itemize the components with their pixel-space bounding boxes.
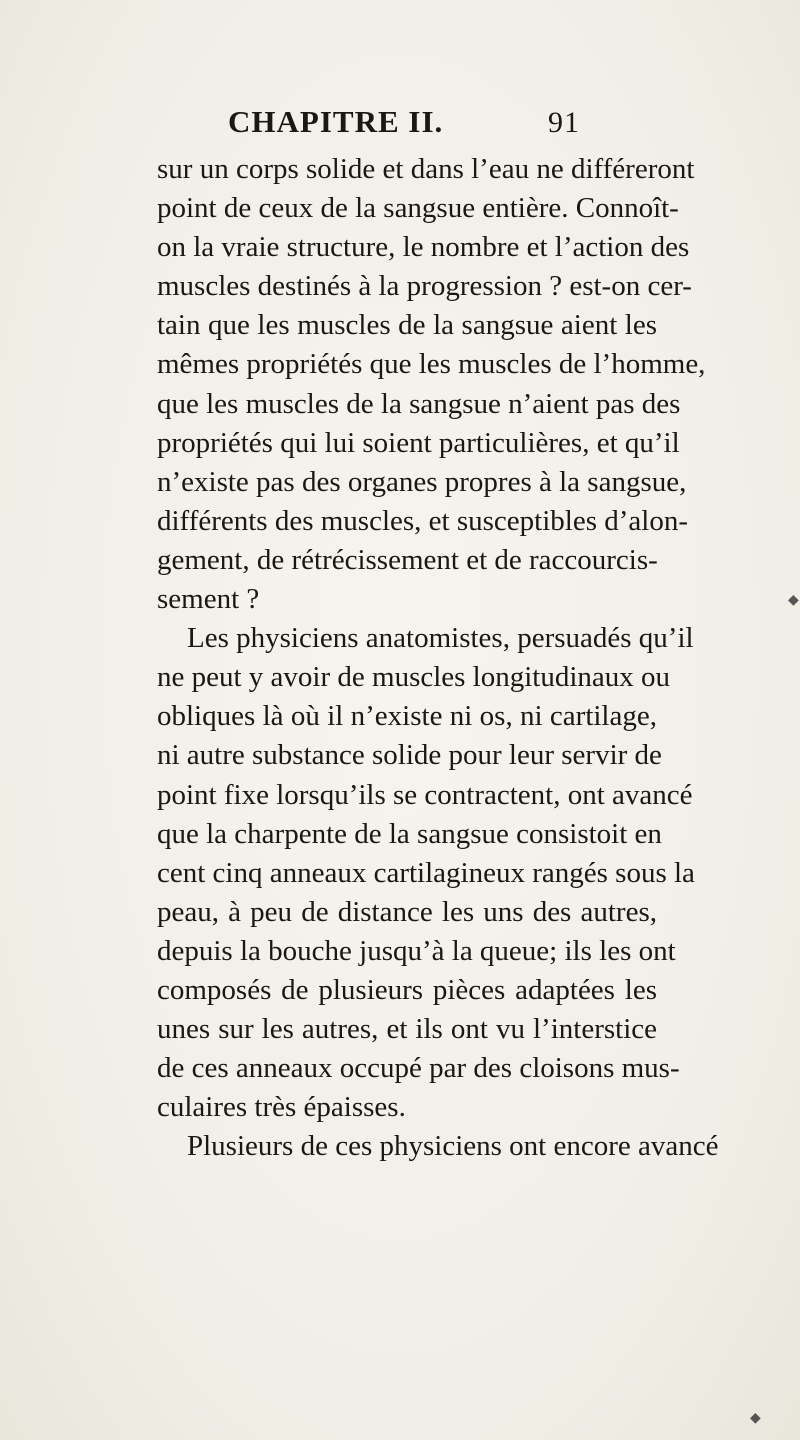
text-line: sement ? — [157, 583, 260, 616]
text-line: que les muscles de la sangsue n’aient pas des — [157, 387, 681, 420]
text-line: obliques là où il n’existe ni os, ni cartilage, — [157, 700, 657, 733]
text-line: n’existe pas des organes propres à la sangsue, — [157, 465, 687, 498]
text-line: différents des muscles, et susceptibles d’alon- — [157, 504, 688, 537]
text-line: point de ceux de la sangsue entière. Connoît- — [157, 192, 679, 225]
text-line: point fixe lorsqu’ils se contractent, ont avancé — [157, 778, 693, 811]
text-line: depuis la bouche jusqu’à la queue; ils les ont — [157, 934, 676, 967]
text-line: mêmes propriétés que les muscles de l’homme, — [157, 348, 706, 381]
margin-mark: ◆ — [788, 592, 799, 608]
page-number: 91 — [548, 106, 580, 139]
text-line: Les physiciens anatomistes, persuadés qu’il — [187, 622, 694, 655]
body-text — [157, 150, 719, 1166]
text-line: cent cinq anneaux cartilagineux rangés sous la — [157, 856, 695, 889]
text-line: muscles destinés à la progression ? est-on cer- — [157, 270, 692, 303]
text-line: on la vraie structure, le nombre et l’action des — [157, 231, 690, 264]
text-line: culaires très épaisses. — [157, 1091, 406, 1124]
running-head — [228, 104, 580, 144]
text-line: Plusieurs de ces physiciens ont encore avancé — [187, 1130, 719, 1163]
text-line: gement, de rétrécissement et de raccourcis- — [157, 543, 658, 576]
margin-mark: ◆ — [750, 1410, 761, 1426]
chapter-title: CHAPITRE II. — [228, 104, 444, 139]
text-line: de ces anneaux occupé par des cloisons mus- — [157, 1052, 680, 1085]
text-line: sur un corps solide et dans l’eau ne différeront — [157, 153, 695, 185]
text-line: ni autre substance solide pour leur servir de — [157, 739, 662, 772]
text-line: tain que les muscles de la sangsue aient les — [157, 309, 657, 342]
text-line: peau, à peu de distance les uns des autres, — [157, 895, 657, 928]
text-line: que la charpente de la sangsue consistoit en — [157, 817, 662, 850]
text-line: propriétés qui lui soient particulières, et qu’il — [157, 426, 680, 459]
text-line: ne peut y avoir de muscles longitudinaux ou — [157, 661, 671, 694]
text-line: composés de plusieurs pièces adaptées les — [157, 973, 657, 1006]
text-line: unes sur les autres, et ils ont vu l’interstice — [157, 1013, 657, 1046]
